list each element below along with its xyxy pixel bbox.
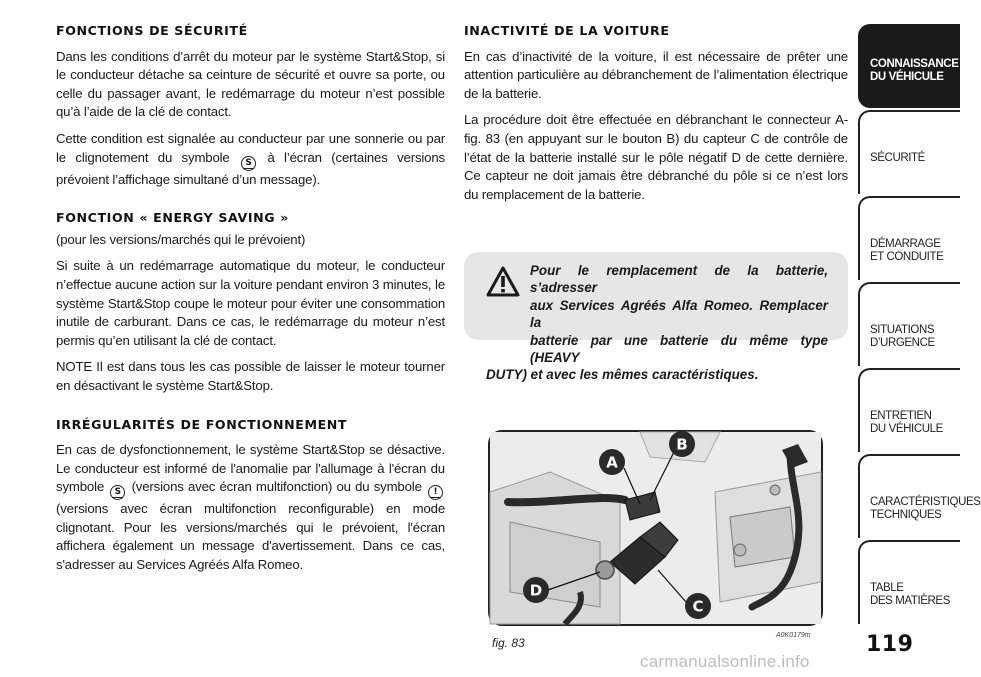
section-heading: FONCTIONS DE SÉCURITÉ [56, 23, 248, 38]
warning-box [464, 252, 848, 383]
paragraph: La procédure doit être effectuée en débranchant le connecteur A-fig. 83 (en appuyant sur le bouton B) du capteur C de contrôle de l’état de la batterie installé sur le pôle négatif D de cette dernière. Ce capteur ne doit jamais être débranché du pôle si ce n’est lors du remplacement de la batterie. [464, 112, 848, 202]
callout-d [523, 577, 549, 603]
right-column [464, 22, 848, 212]
callout-b [669, 431, 695, 457]
tab-label: SITUATIONS D’URGENCE [870, 324, 935, 349]
warning-triangle-icon [486, 266, 520, 298]
tab-label: DÉMARRAGE ET CONDUITE [870, 238, 944, 263]
section-heading: IRRÉGULARITÉS DE FONCTIONNEMENT [56, 416, 348, 432]
tab-connaissance-du-vehicule[interactable] [858, 24, 960, 108]
figure-caption: fig. 83 [492, 636, 525, 650]
tab-securite[interactable] [858, 110, 960, 194]
left-column [56, 22, 445, 595]
page-number: 119 [866, 632, 914, 657]
note-paragraph: NOTE Il est dans tous les cas possible de laisser le moteur tourner en désactivant le système Start&Stop. [56, 359, 445, 393]
start-stop-symbol-icon: S [241, 156, 256, 171]
section-heading: INACTIVITÉ DE LA VOITURE [464, 23, 670, 38]
malfunctions-section [56, 416, 445, 575]
paragraph: En cas de dysfonctionnement, le système Start&Stop se désactive. Le conducteur est informé de l'anomalie par l'allumage à l'écran du symbole S (versions avec écran multifonction) ou du symbole ! (versions avec écran multifonction reconfigurable) en mode clignotant. Pour les versions/marchés qui le prévoient, l'écran affichera également un message d'avertissement. Dans ce cas, s'adresser au Services Agréés Alfa Romeo. [56, 442, 445, 573]
section-heading: FONCTION « ENERGY SAVING » [56, 210, 289, 226]
callout-c [685, 593, 711, 619]
tab-entretien-du-vehicule[interactable] [858, 368, 960, 452]
callout-a [599, 449, 625, 475]
tab-label: CONNAISSANCE DU VÉHICULE [870, 58, 959, 83]
tab-situations-d-urgence[interactable] [858, 282, 960, 366]
battery-illustration [490, 432, 821, 624]
warning-text: Pour le remplacement de la batterie, s’adresser aux Services Agréés Alfa Romeo. Remplacer la batterie par une batterie du même type (HEAVY DUTY) et avec les mêmes caractéristiques. [486, 263, 828, 383]
paragraph: Si suite à un redémarrage automatique du moteur, le conducteur n’effectue aucune action sur la voiture pendant environ 3 minutes, le système Start&Stop coupe le moteur pour éviter une consommation inutile de carburant. Dans ce cas, le redémarrage du moteur n’est permis qu’en utilisant la clé de contact. [56, 258, 445, 348]
section-subtitle: (pour les versions/marchés qui le prévoient) [56, 231, 306, 247]
tab-table-des-matieres[interactable] [858, 540, 960, 624]
callout-label-d: D [529, 581, 543, 600]
energy-saving-section [56, 209, 445, 395]
warning-symbol-icon: ! [428, 485, 443, 500]
paragraph: Cette condition est signalée au conducteur par une sonnerie ou par le clignotement du symbole S à l’écran (certaines versions prévoient l’affichage simultané d’un message). [56, 130, 445, 187]
tab-demarrage-et-conduite[interactable] [858, 196, 960, 280]
battery-figure [488, 430, 823, 626]
paragraph: En cas d’inactivité de la voiture, il est nécessaire de prêter une attention particulière au débranchement de l’alimentation électrique de la batterie. [464, 48, 848, 101]
tab-label: SÉCURITÉ [870, 152, 925, 164]
watermark: carmanualsonline.info [640, 652, 810, 671]
callout-label-a: A [606, 453, 618, 472]
tab-caracteristiques-techniques[interactable] [858, 454, 981, 538]
start-stop-symbol-icon: S [110, 485, 125, 500]
paragraph: Dans les conditions d’arrêt du moteur par le système Start&Stop, si le conducteur détache sa ceinture de sécurité et ouvre sa porte, ou celle du passager avant, le redémarrage du moteur n’est possible qu’à l’aide de la clé de contact. [56, 48, 445, 120]
chapter-tabs [858, 24, 981, 626]
callout-label-c: C [692, 597, 704, 616]
callout-label-b: B [676, 435, 688, 454]
tab-label: ENTRETIEN DU VÉHICULE [870, 410, 943, 435]
tab-label: CARACTÉRISTIQUES TECHNIQUES [870, 496, 981, 521]
tab-label: TABLE DES MATIÈRES [870, 582, 950, 607]
safety-functions-section [56, 22, 445, 189]
figure-code: A0K0179m [776, 632, 811, 639]
